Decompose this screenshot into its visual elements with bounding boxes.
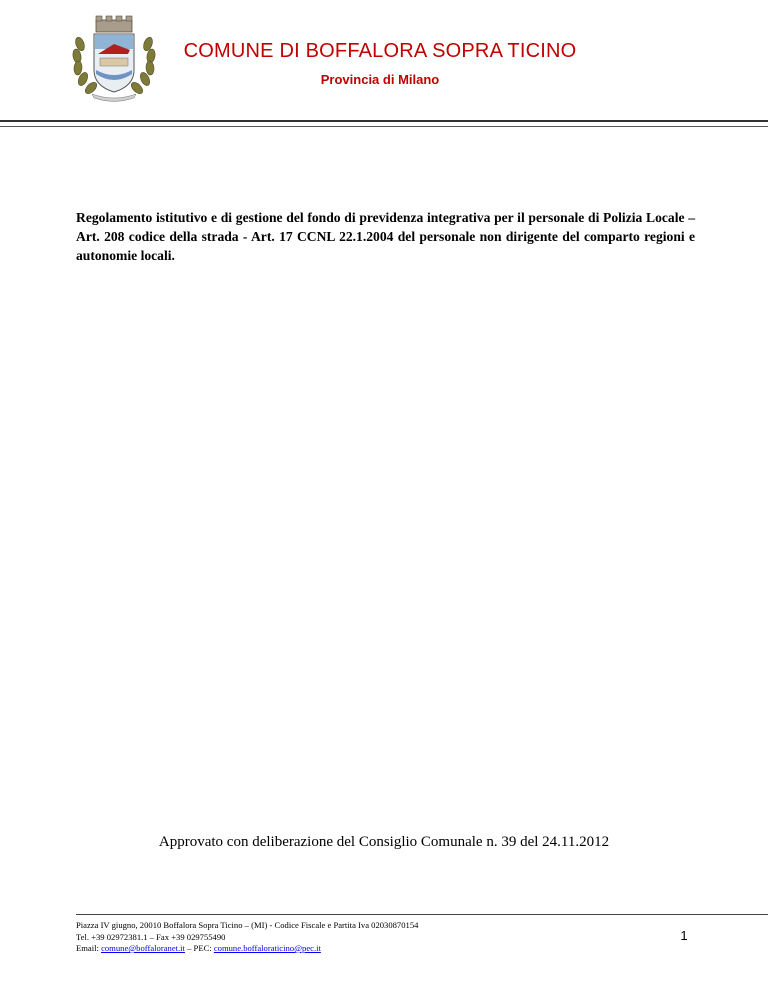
header-divider-thick (0, 120, 768, 122)
approval-statement: Approvato con deliberazione del Consiglio Comunale n. 39 del 24.11.2012 (158, 834, 610, 850)
header-divider-thin (0, 126, 768, 127)
pec-label: – PEC: (184, 943, 214, 953)
footer-divider (76, 914, 768, 915)
page-number: 1 (680, 928, 688, 943)
email-link[interactable]: comune@boffaloranet.it (101, 943, 185, 953)
footer-email-line (76, 943, 596, 955)
footer-phone: Tel. +39 02972381.1 – Fax +39 029755490 (76, 931, 226, 942)
pec-link[interactable]: comune.boffaloraticino@pec.it (213, 943, 321, 953)
footer-address: Piazza IV giugno, 20010 Boffalora Sopra Ticino – (MI) - Codice Fiscale e Partita Iva 02030870154 (76, 920, 419, 930)
coat-of-arms-icon (68, 14, 160, 106)
footer-contact (76, 920, 596, 955)
document-title: Regolamento istitutivo e di gestione del fondo di previdenza integrativa per il personale di Polizia Locale – Art. 208 codice della strada - Art. 17 CCNL 22.1.2004 del personale non dirigente del comparto regioni e autonomie locali. (76, 210, 695, 263)
municipality-title: COMUNE DI BOFFALORA SOPRA TICINO (183, 40, 577, 62)
email-label: Email: (76, 943, 102, 953)
province-subtitle: Provincia di Milano (320, 72, 440, 87)
